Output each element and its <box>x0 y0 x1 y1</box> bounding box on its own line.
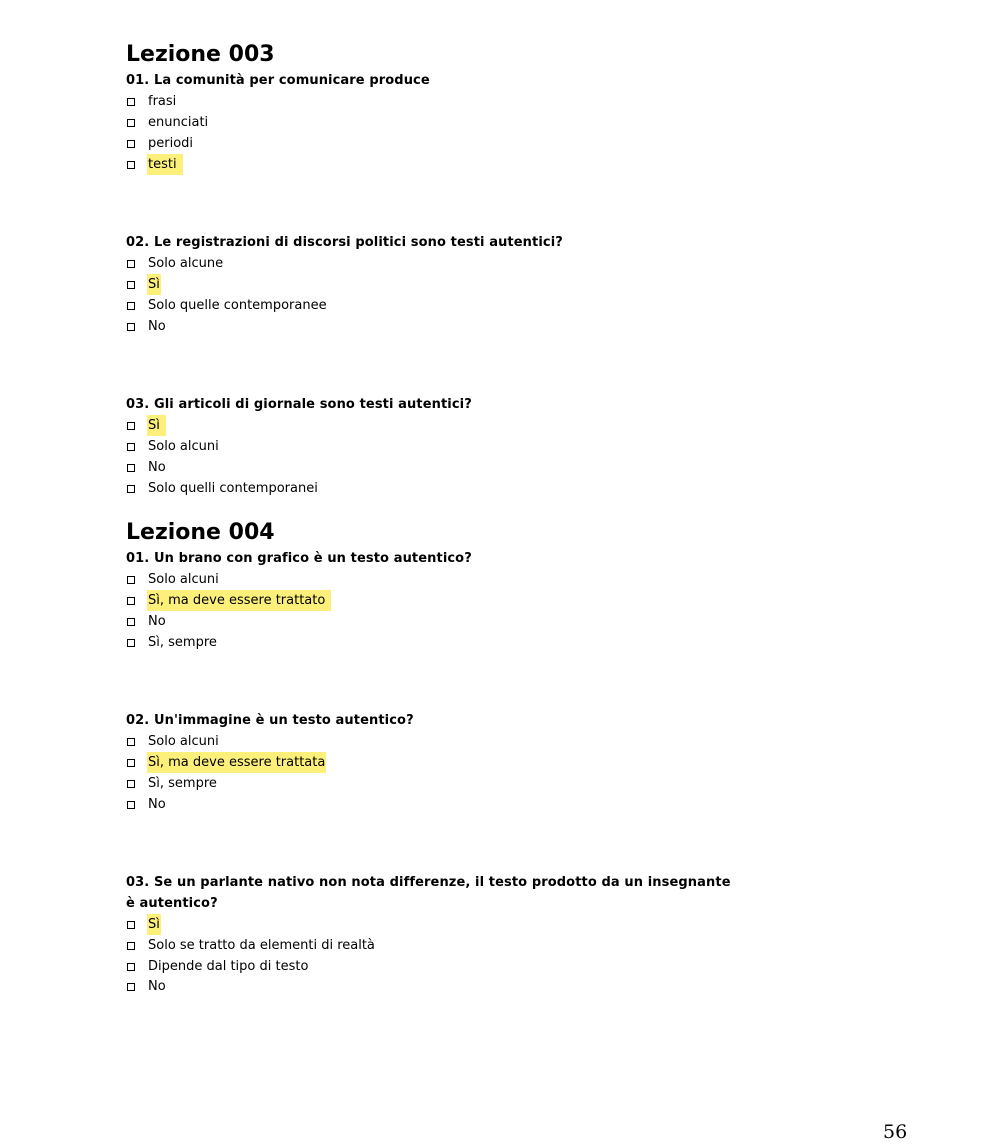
option-label: Solo se tratto da elementi di realtà <box>148 938 375 953</box>
option-item[interactable] <box>126 253 866 274</box>
option-label: Solo alcune <box>148 256 224 271</box>
option-item[interactable] <box>126 590 866 611</box>
option-list <box>126 569 866 653</box>
option-label-highlighted: Sì <box>147 914 161 935</box>
option-label-highlighted: Sì, ma deve essere trattata <box>147 752 326 773</box>
option-item[interactable] <box>126 436 866 457</box>
option-label: Solo quelle contemporanee <box>148 298 327 313</box>
checkbox-icon[interactable] <box>127 443 135 451</box>
quiz-document <box>126 40 866 996</box>
option-label: No <box>148 614 166 629</box>
option-item[interactable] <box>126 914 866 935</box>
question-block <box>126 70 866 175</box>
option-item[interactable] <box>126 91 866 112</box>
option-label-highlighted: Sì <box>147 415 166 436</box>
question-text: 01. La comunità per comunicare produce <box>126 73 430 88</box>
question-text: 02. Un'immagine è un testo autentico? <box>126 713 414 728</box>
option-item[interactable] <box>126 295 866 316</box>
option-label: No <box>148 797 166 812</box>
option-label: frasi <box>148 94 177 109</box>
checkbox-icon[interactable] <box>127 464 135 472</box>
option-label: Solo alcuni <box>148 734 219 749</box>
option-list <box>126 253 866 337</box>
checkbox-icon[interactable] <box>127 759 135 767</box>
question-text-line2: è autentico? <box>126 896 218 911</box>
checkbox-icon[interactable] <box>127 260 135 268</box>
lesson-title: Lezione 003 <box>126 42 275 67</box>
option-label: No <box>148 460 166 475</box>
question-block <box>126 394 866 499</box>
option-label-highlighted: Sì <box>147 274 161 295</box>
question-text: 02. Le registrazioni di discorsi politici sono testi autentici? <box>126 235 563 250</box>
option-label: periodi <box>148 136 194 151</box>
checkbox-icon[interactable] <box>127 738 135 746</box>
option-item[interactable] <box>126 935 866 956</box>
option-item[interactable] <box>126 794 866 815</box>
question-block <box>126 710 866 815</box>
option-item[interactable] <box>126 415 866 436</box>
question-text: 03. Gli articoli di giornale sono testi autentici? <box>126 397 472 412</box>
question-block <box>126 548 866 653</box>
page-number: 56 <box>883 1121 908 1143</box>
option-item[interactable] <box>126 956 866 977</box>
checkbox-icon[interactable] <box>127 119 135 127</box>
option-list <box>126 415 866 499</box>
lesson-title: Lezione 004 <box>126 520 275 545</box>
question-block <box>126 232 866 337</box>
checkbox-icon[interactable] <box>127 983 135 991</box>
option-item[interactable] <box>126 752 866 773</box>
checkbox-icon[interactable] <box>127 161 135 169</box>
option-label: Solo alcuni <box>148 572 219 587</box>
checkbox-icon[interactable] <box>127 485 135 493</box>
checkbox-icon[interactable] <box>127 618 135 626</box>
checkbox-icon[interactable] <box>127 942 135 950</box>
checkbox-icon[interactable] <box>127 963 135 971</box>
checkbox-icon[interactable] <box>127 780 135 788</box>
option-item[interactable] <box>126 154 866 175</box>
option-list <box>126 914 866 996</box>
checkbox-icon[interactable] <box>127 422 135 430</box>
question-block <box>126 872 866 996</box>
checkbox-icon[interactable] <box>127 576 135 584</box>
option-list <box>126 91 866 175</box>
checkbox-icon[interactable] <box>127 98 135 106</box>
checkbox-icon[interactable] <box>127 302 135 310</box>
checkbox-icon[interactable] <box>127 597 135 605</box>
option-list <box>126 731 866 815</box>
option-label: No <box>148 319 166 334</box>
option-label: Sì, sempre <box>148 776 217 791</box>
option-item[interactable] <box>126 457 866 478</box>
option-item[interactable] <box>126 112 866 133</box>
checkbox-icon[interactable] <box>127 639 135 647</box>
option-item[interactable] <box>126 632 866 653</box>
option-label: enunciati <box>148 115 209 130</box>
option-item[interactable] <box>126 611 866 632</box>
checkbox-icon[interactable] <box>127 323 135 331</box>
option-item[interactable] <box>126 773 866 794</box>
option-item[interactable] <box>126 316 866 337</box>
option-item[interactable] <box>126 274 866 295</box>
option-label: No <box>148 979 166 994</box>
checkbox-icon[interactable] <box>127 281 135 289</box>
option-label-highlighted: testi <box>147 154 183 175</box>
checkbox-icon[interactable] <box>127 921 135 929</box>
option-label: Sì, sempre <box>148 635 217 650</box>
option-item[interactable] <box>126 569 866 590</box>
option-label: Solo quelli contemporanei <box>148 481 318 496</box>
option-item[interactable] <box>126 133 866 154</box>
question-text-line1: 03. Se un parlante nativo non nota differenze, il testo prodotto da un insegnante <box>126 875 731 890</box>
option-item[interactable] <box>126 977 866 996</box>
option-label: Dipende dal tipo di testo <box>148 959 309 974</box>
checkbox-icon[interactable] <box>127 801 135 809</box>
option-item[interactable] <box>126 731 866 752</box>
option-label: Solo alcuni <box>148 439 219 454</box>
option-item[interactable] <box>126 478 866 499</box>
option-label-highlighted: Sì, ma deve essere trattato <box>147 590 331 611</box>
checkbox-icon[interactable] <box>127 140 135 148</box>
question-text: 01. Un brano con grafico è un testo autentico? <box>126 551 472 566</box>
